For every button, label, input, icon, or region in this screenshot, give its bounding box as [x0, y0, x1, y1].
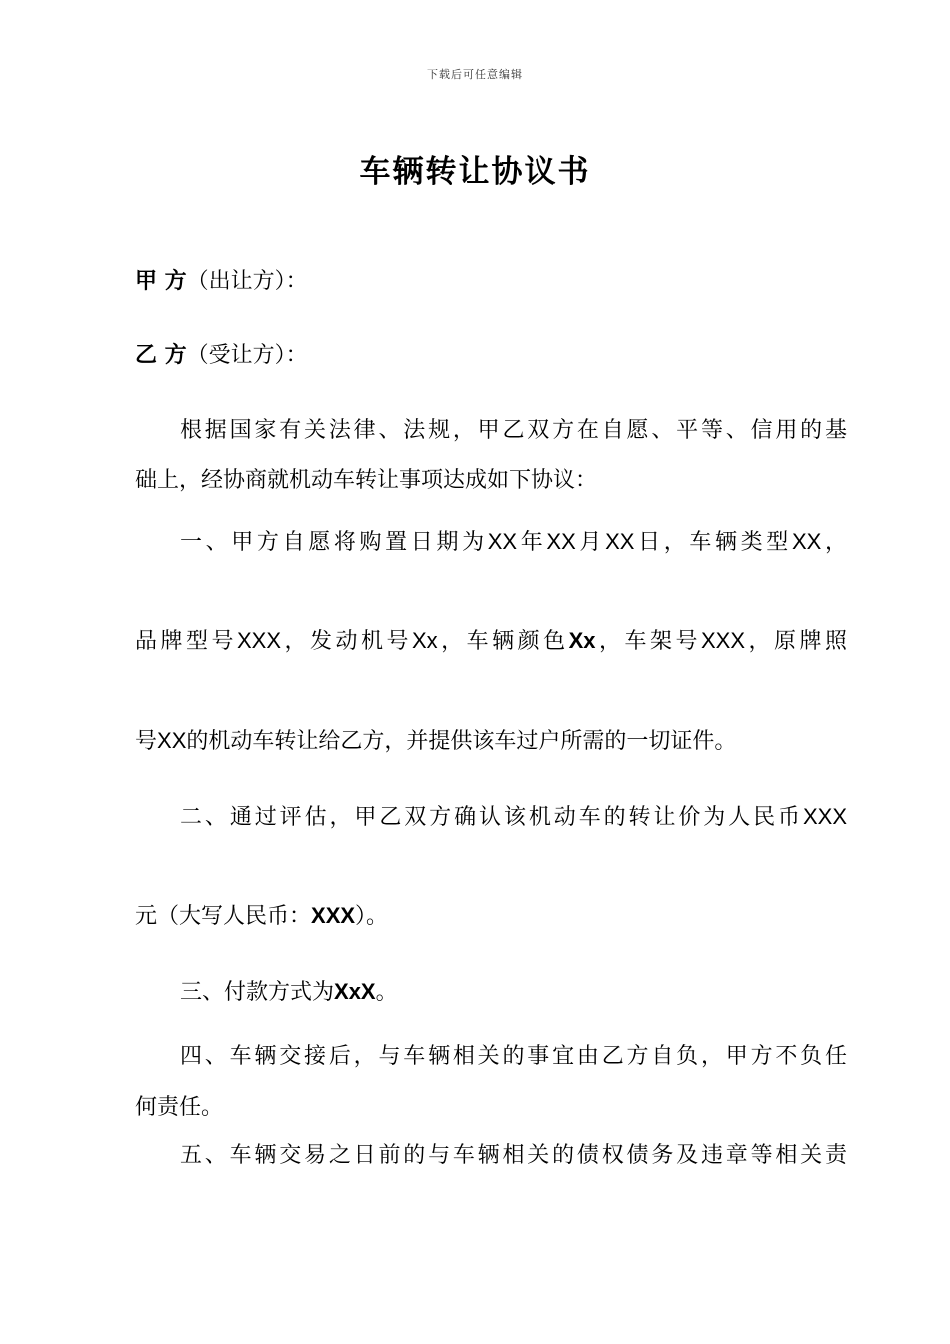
clause-1-line-3 — [135, 727, 847, 756]
clause-1-model: XXX — [236, 628, 281, 653]
clause-1-vehicle-type: XX — [791, 529, 822, 554]
clause-1-text: ，原牌照 — [745, 629, 847, 654]
party-b-role: （受让方）： — [186, 343, 308, 368]
clause-1-frame-no: XXX — [700, 628, 745, 653]
clause-2-price: XXX — [802, 804, 847, 829]
clause-1-text: 号 — [135, 729, 158, 754]
clause-1-year: XX — [487, 529, 518, 554]
clause-2-text: ）。 — [355, 904, 389, 929]
clause-1-month: XX — [546, 529, 576, 554]
party-a-label: 甲 方 — [135, 269, 187, 294]
intro-line-2: 础上，经协商就机动车转让事项达成如下协议： — [135, 468, 598, 493]
clause-1-text: 的机动车转让给乙方，并提供该车过户所需的一切证件。 — [186, 729, 737, 754]
clause-2-line-2 — [135, 902, 847, 931]
clause-4-line-1: 四、车辆交接后，与车辆相关的事宜由乙方自负，甲方不负任 — [180, 1044, 847, 1069]
clause-1-line-2 — [135, 627, 847, 656]
clause-2-text: 元（大写人民币： — [135, 904, 312, 929]
party-a-role: （出让方）： — [186, 269, 308, 294]
clause-4-line-2: 何责任。 — [135, 1095, 224, 1120]
clause-3-line — [135, 978, 847, 1007]
clause-2-price-words: XXX — [311, 903, 356, 928]
clause-3-text: 三、付款方式为 — [180, 980, 335, 1005]
party-b-line — [135, 342, 847, 370]
party-a-line — [135, 268, 847, 296]
clause-1-line-1 — [135, 528, 847, 557]
clause-3-text: 。 — [375, 980, 398, 1005]
clause-1-color: Xx — [568, 628, 596, 653]
clause-1-text: 日，车辆类型 — [634, 530, 792, 555]
clause-3-payment-method: XxX — [334, 979, 376, 1004]
clause-2-text: 二、通过评估，甲乙双方确认该机动车的转让价为人民币 — [180, 805, 803, 830]
clause-1-text: 品牌型号 — [135, 629, 237, 654]
clause-5-line-1: 五、车辆交易之日前的与车辆相关的债权债务及违章等相关责 — [180, 1143, 847, 1168]
document-title: 车辆转让协议书 — [359, 154, 591, 190]
clause-1-text: ，发动机号 — [281, 629, 412, 654]
clause-1-engine-no: Xx — [411, 628, 438, 653]
clause-1-text: 一、甲方自愿将购置日期为 — [180, 530, 488, 555]
clause-1-plate-no: XX — [157, 728, 187, 753]
clause-1-text: ，车辆颜色 — [437, 629, 569, 654]
clause-1-text: ， — [821, 530, 847, 555]
party-b-label: 乙 方 — [135, 343, 187, 368]
clause-2-line-1 — [135, 803, 847, 832]
clause-1-text: 月 — [575, 530, 606, 555]
clause-1-day: XX — [605, 529, 635, 554]
clause-1-text: ，车架号 — [595, 629, 701, 654]
clause-1-text: 年 — [517, 530, 547, 555]
header-note: 下载后可任意编辑 — [427, 68, 523, 81]
intro-line-1: 根据国家有关法律、法规，甲乙双方在自愿、平等、信用的基 — [180, 418, 847, 443]
